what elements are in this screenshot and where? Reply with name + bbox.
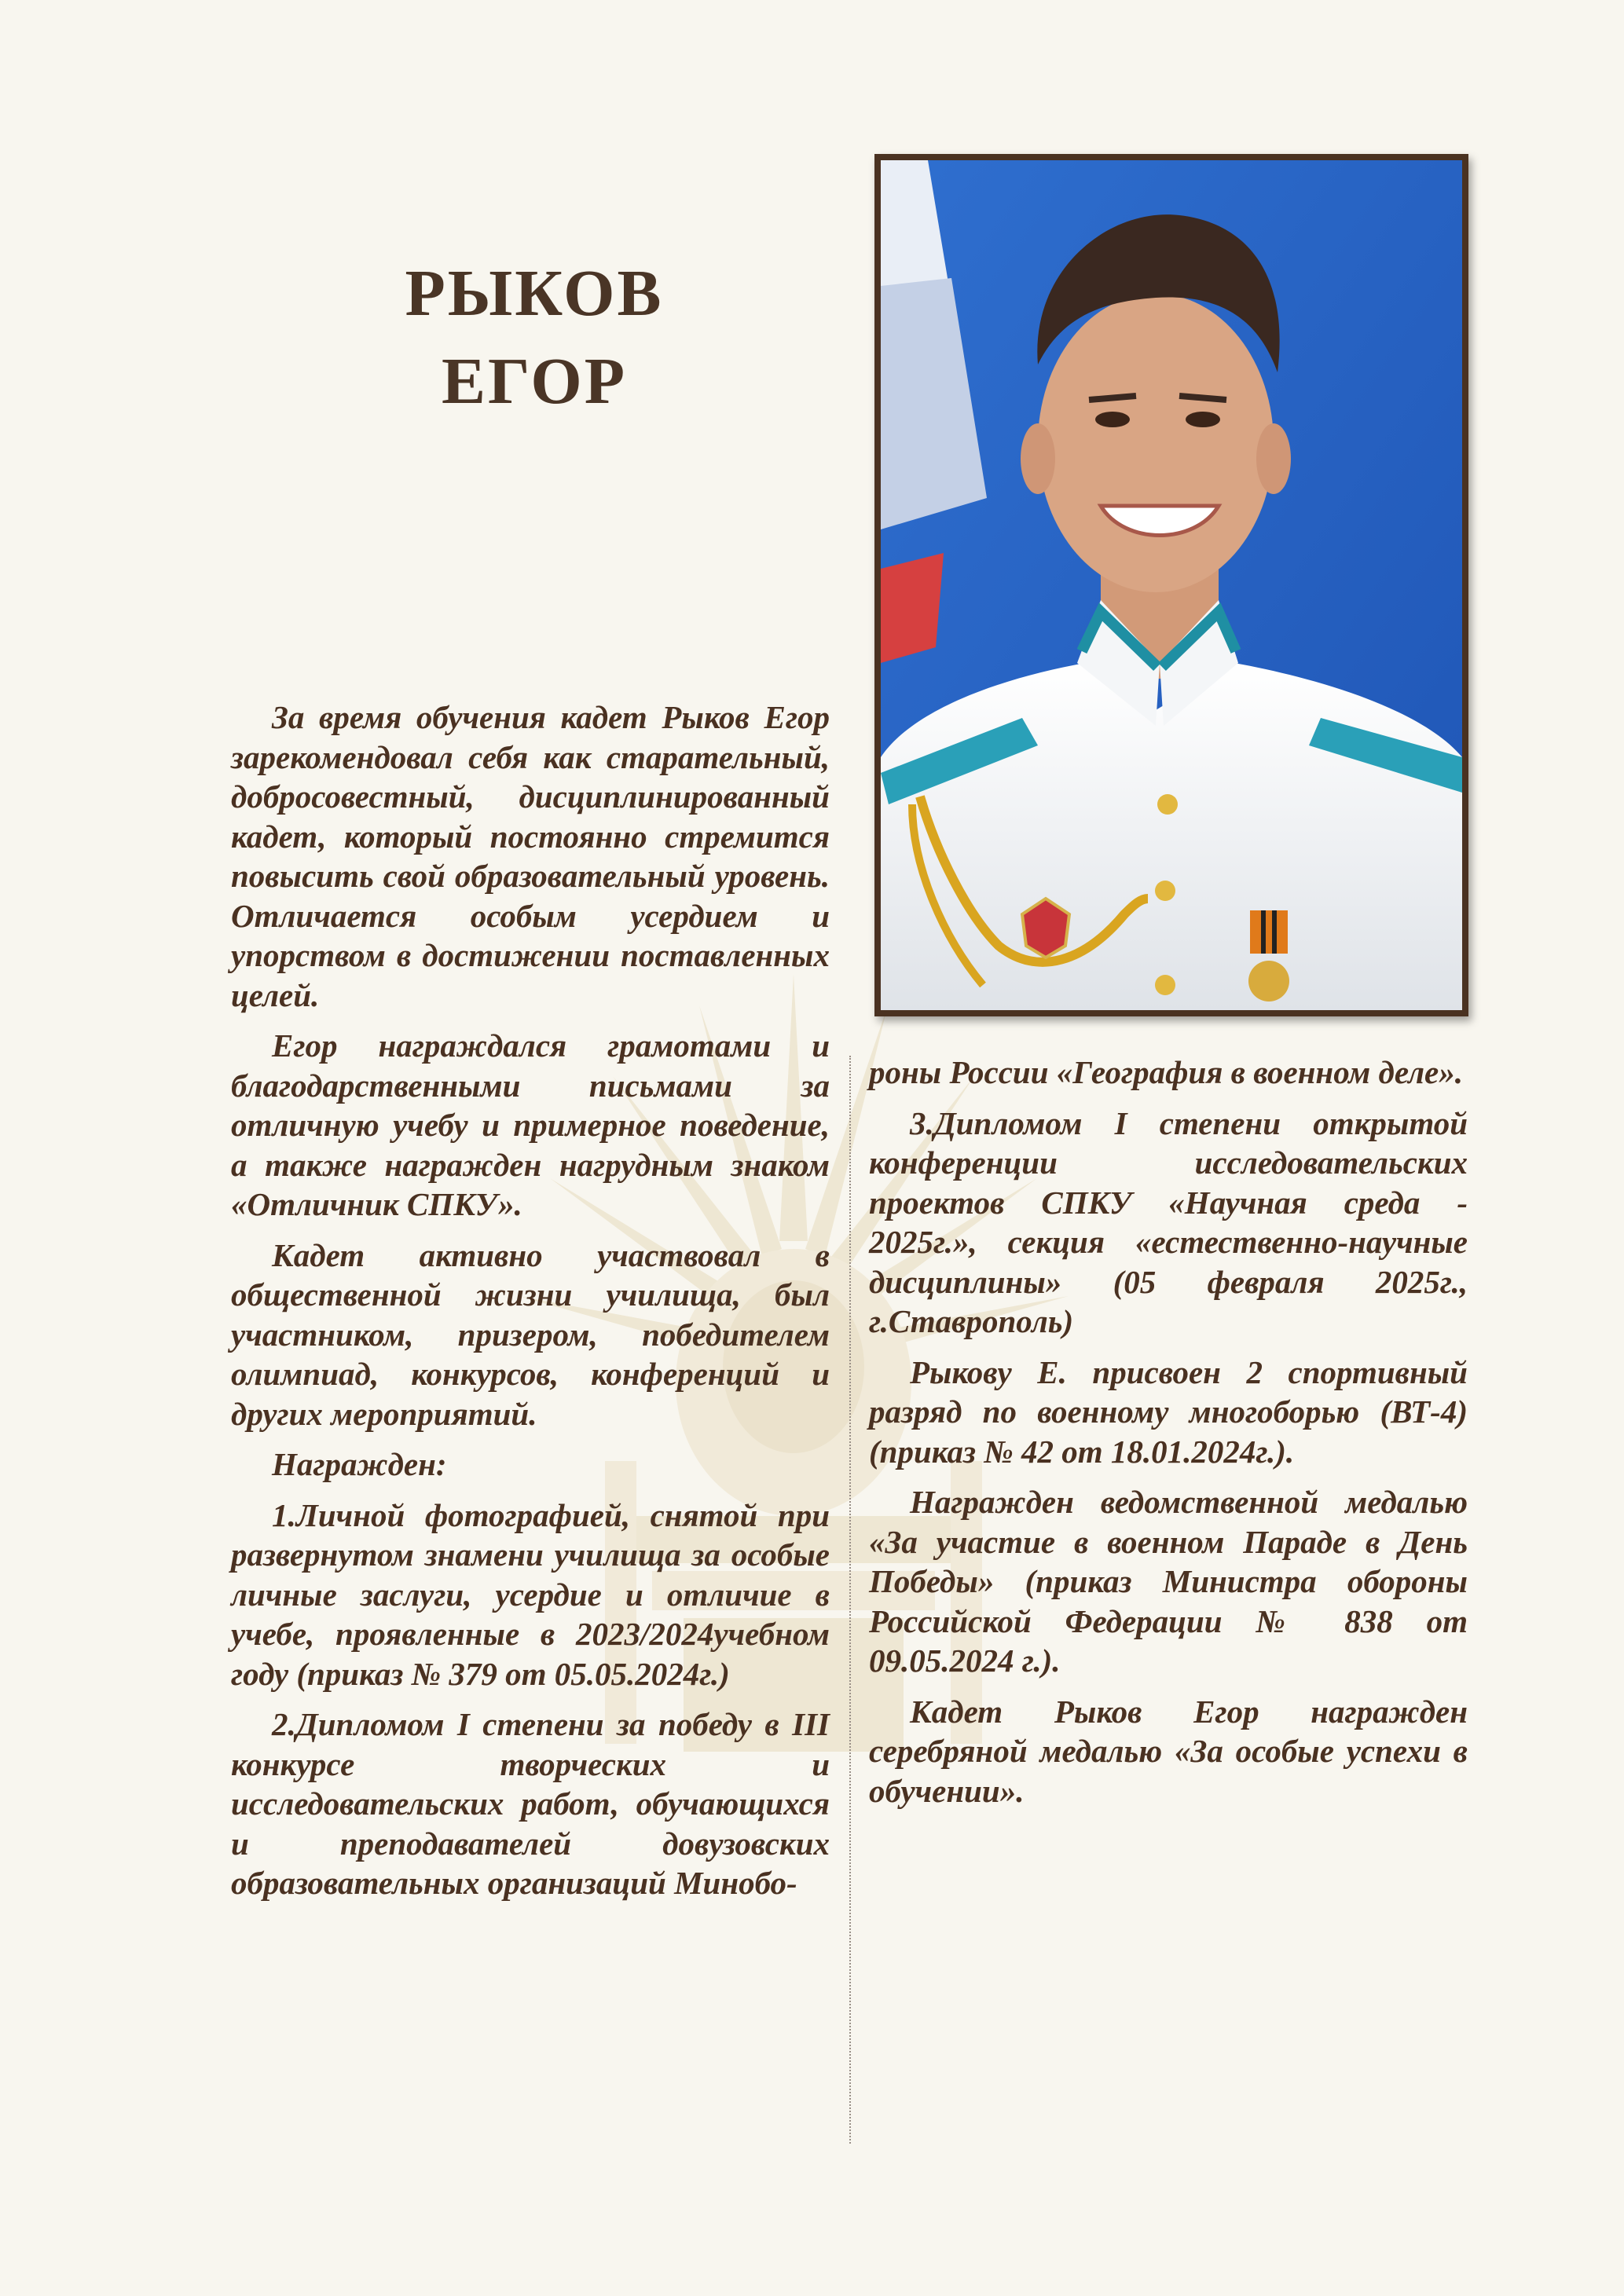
paragraph-award-2-continued: роны России «География в военном деле». bbox=[869, 1054, 1463, 1090]
paragraph-intro: За время обучения кадет Рыков Егор зарекомендовал себя как старательный, добросовестный, дисциплинированный кадет, который постоянно стремится повысить свой образовательный уровень. Отличается особым усердием и упорством в достижении поставленных целей. bbox=[231, 699, 830, 1013]
paragraph-award-3: 3.Дипломом I степени открытой конференции исследовательских проектов СПКУ «Научная среда - 2025г.», секция «естественно-научные дисциплины» (05 февраля 2025г., г.Ставрополь) bbox=[869, 1104, 1468, 1339]
paragraph-awarded-heading: Награжден: bbox=[272, 1446, 447, 1482]
cadet-portrait-photo bbox=[881, 160, 1462, 1010]
paragraph-activities: Кадет активно участвовал в общественной жизни училища, был участником, призером, победителем олимпиад, конкурсов, конференций и других мероприятий. bbox=[231, 1236, 830, 1432]
paragraph-award-2: 2.Дипломом I степени за победу в III конкурсе творческих и исследовательских работ, обучающихся и преподавателей довузовских образовательных организаций Минобо- bbox=[231, 1706, 830, 1901]
paragraph-award-1: 1.Личной фотографией, снятой при развернутом знамени училища за особые личные заслуги, усердие и отличие в учебе, проявленные в 2023/2024учебном году (приказ № 379 от 05.05.2024г.) bbox=[231, 1496, 830, 1692]
medal-icon bbox=[1248, 961, 1289, 1002]
left-text-column bbox=[231, 698, 830, 1914]
paragraph-awards-general: Егор награждался грамотами и благодарственными письмами за отличную учебу и примерное поведение, а также награжден нагрудным знаком «Отличник СПКУ». bbox=[231, 1027, 830, 1222]
right-text-column bbox=[869, 1053, 1468, 1822]
paragraph-parade-medal: Награжден ведомственной медалью «За участие в военном Параде в День Победы» (приказ Министра обороны Российской Федерации № 838 от 09.05.2024 г.). bbox=[869, 1484, 1468, 1679]
paragraph-sports-rank: Рыкову Е. присвоен 2 спортивный разряд по военному многоборью (ВТ-4) (приказ № 42 от 18.01.2024г.). bbox=[869, 1353, 1468, 1470]
title-name: ЕГОР bbox=[441, 345, 628, 418]
title-surname: РЫКОВ bbox=[405, 257, 664, 330]
column-divider bbox=[849, 1056, 851, 2144]
photo-frame bbox=[874, 154, 1468, 1016]
page-title bbox=[299, 250, 770, 426]
paragraph-silver-medal: Кадет Рыков Егор награжден серебряной медалью «За особые успехи в обучении». bbox=[869, 1693, 1468, 1809]
